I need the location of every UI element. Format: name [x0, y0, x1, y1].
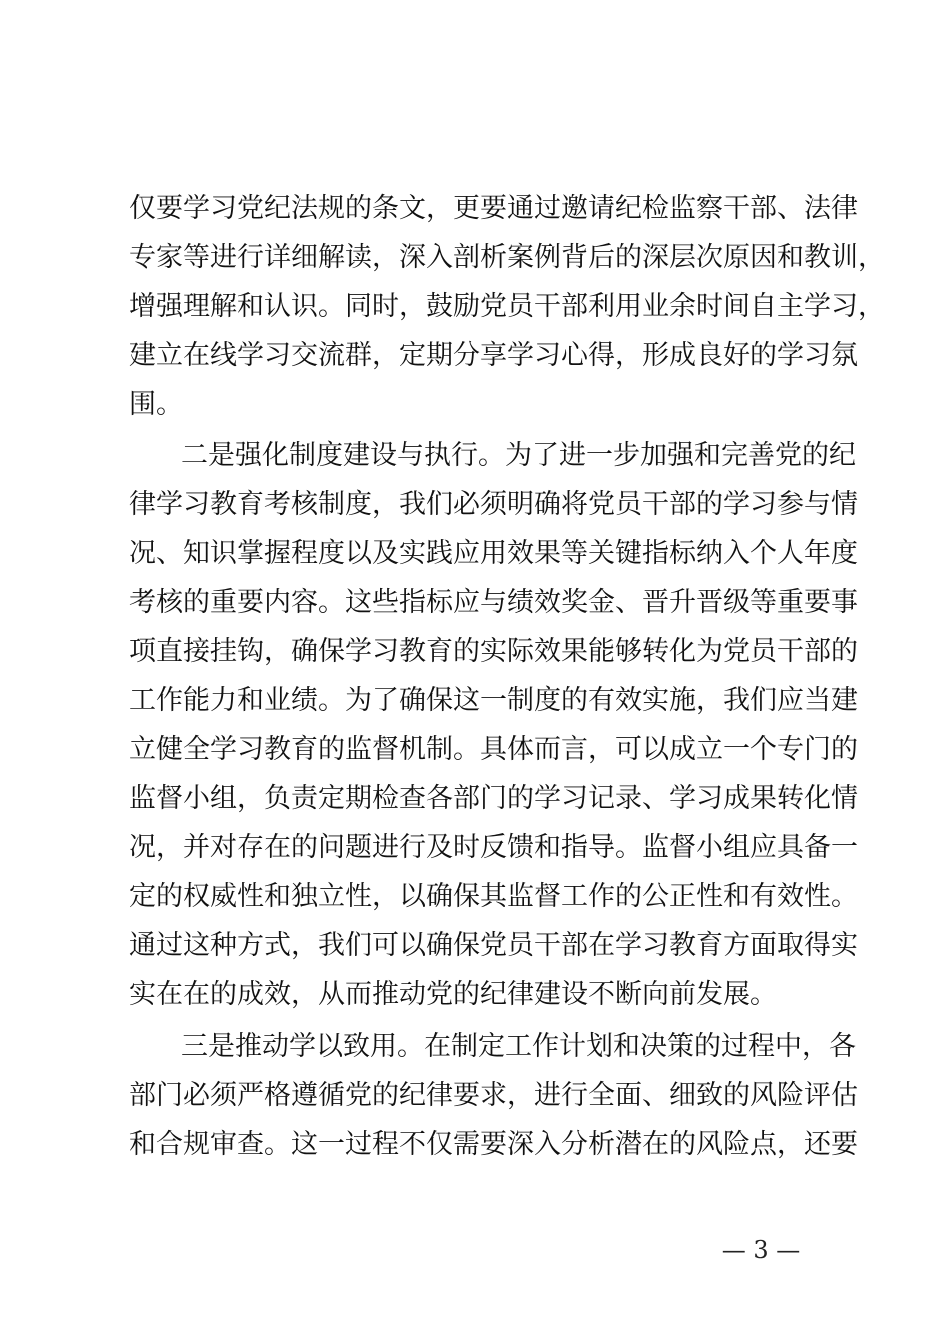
text-line: 况，并对存在的问题进行及时反馈和指导。监督小组应具备一	[129, 832, 858, 863]
text-line: 围。	[129, 389, 183, 420]
text-line: 考核的重要内容。这些指标应与绩效奖金、晋升晋级等重要事	[129, 587, 858, 618]
text-line: 建立在线学习交流群，定期分享学习心得，形成良好的学习氛	[129, 340, 858, 371]
paragraph-start-line: 二是强化制度建设与执行。为了进一步加强和完善党的纪	[181, 440, 856, 471]
text-line: 和合规审查。这一过程不仅需要深入分析潜在的风险点，还要	[129, 1129, 858, 1160]
text-line: 增强理解和认识。同时，鼓励党员干部利用业余时间自主学习，	[129, 291, 885, 322]
text-line: 立健全学习教育的监督机制。具体而言，可以成立一个专门的	[129, 734, 858, 765]
text-line: 监督小组，负责定期检查各部门的学习记录、学习成果转化情	[129, 783, 858, 814]
text-line: 项直接挂钩，确保学习教育的实际效果能够转化为党员干部的	[129, 636, 858, 667]
text-line: 通过这种方式，我们可以确保党员干部在学习教育方面取得实	[129, 930, 858, 961]
text-line: 专家等进行详细解读，深入剖析案例背后的深层次原因和教训，	[129, 242, 885, 273]
text-line: 实在在的成效，从而推动党的纪律建设不断向前发展。	[129, 979, 777, 1010]
text-line: 律学习教育考核制度，我们必须明确将党员干部的学习参与情	[129, 489, 858, 520]
text-line: 况、知识掌握程度以及实践应用效果等关键指标纳入个人年度	[129, 538, 858, 569]
text-line: 部门必须严格遵循党的纪律要求，进行全面、细致的风险评估	[129, 1080, 858, 1111]
text-line: 定的权威性和独立性，以确保其监督工作的公正性和有效性。	[129, 881, 858, 912]
page-number: — 3 —	[721, 1236, 801, 1264]
text-line: 工作能力和业绩。为了确保这一制度的有效实施，我们应当建	[129, 685, 858, 716]
text-line: 仅要学习党纪法规的条文，更要通过邀请纪检监察干部、法律	[129, 193, 858, 224]
paragraph-start-line: 三是推动学以致用。在制定工作计划和决策的过程中，各	[181, 1031, 856, 1062]
